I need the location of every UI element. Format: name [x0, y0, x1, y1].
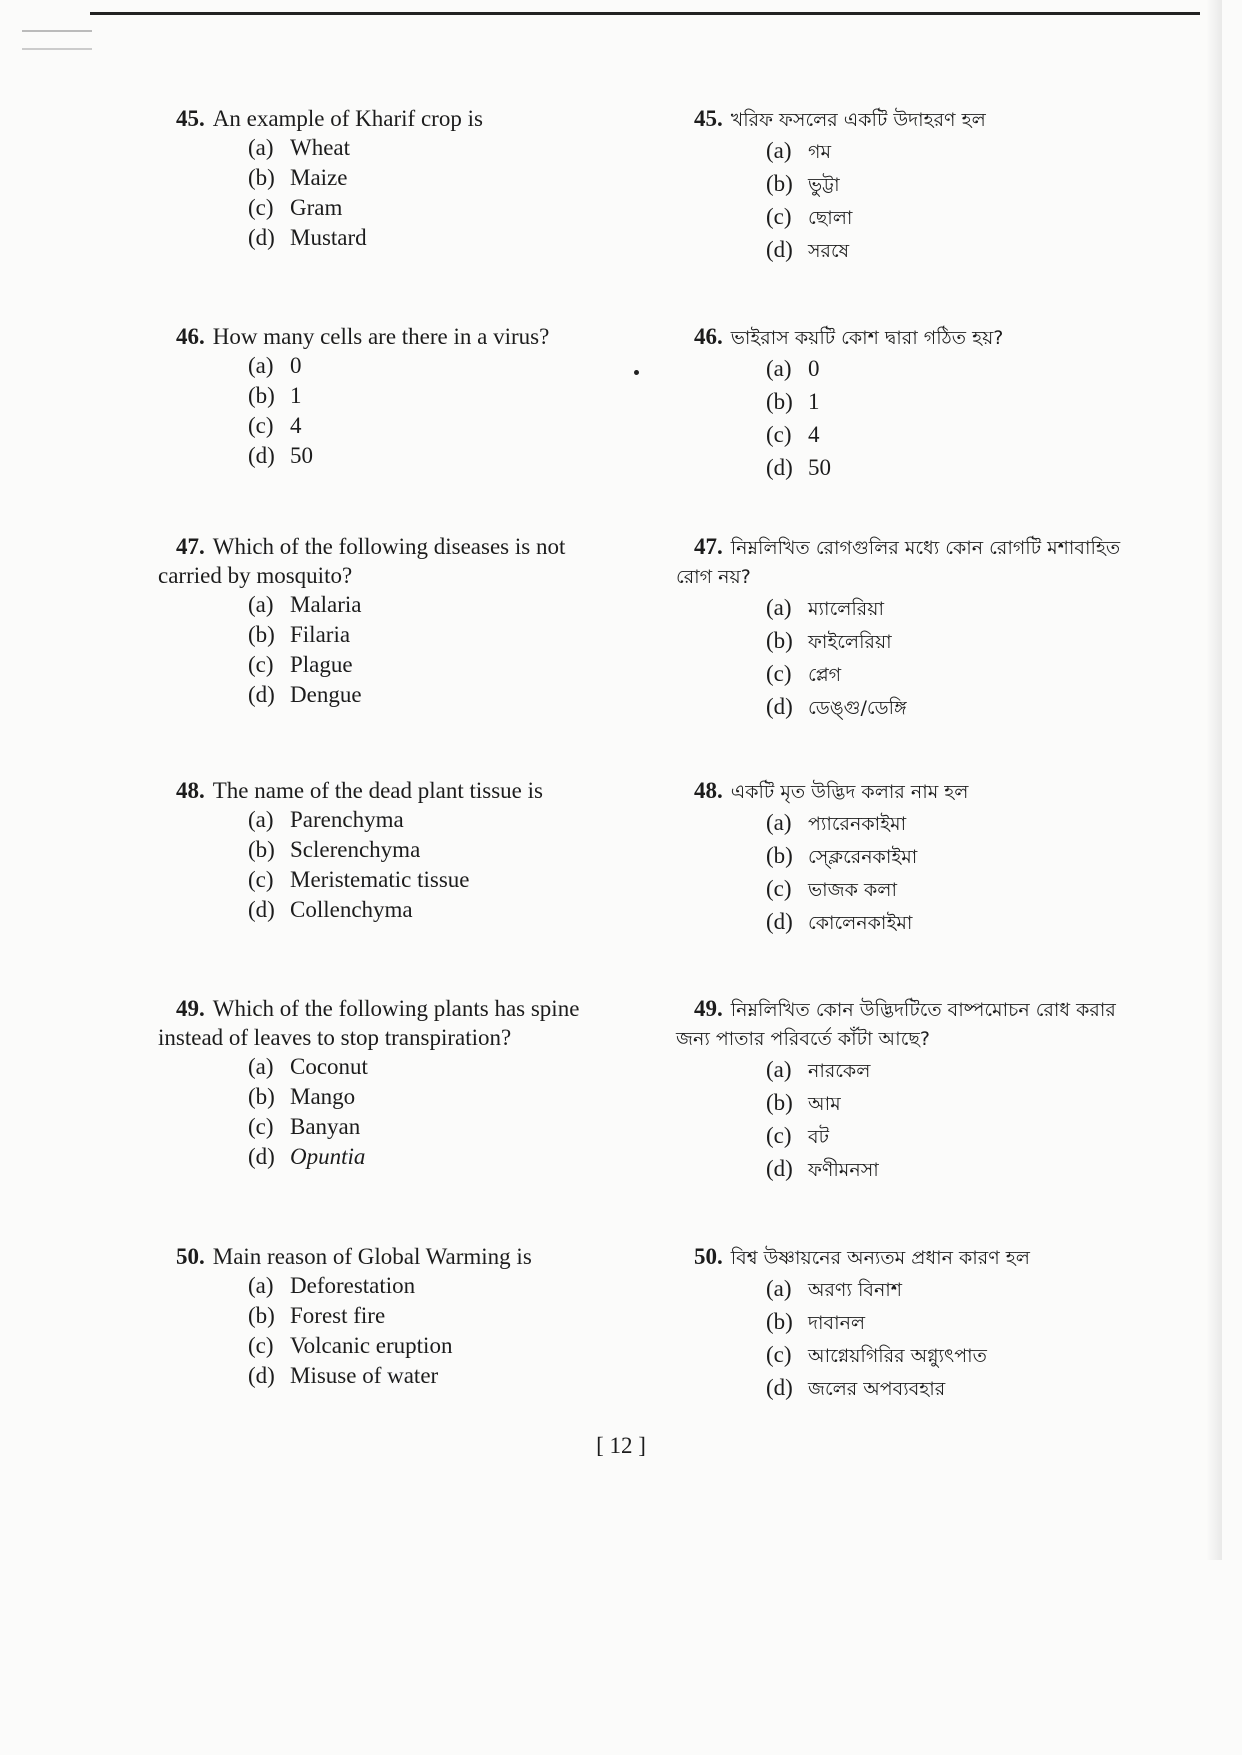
option-item	[766, 353, 1194, 386]
question-text: Which of the following plants has spine	[212, 996, 580, 1021]
option-label: (c)	[766, 1123, 792, 1148]
option-item	[248, 1361, 676, 1391]
options-list	[176, 805, 676, 925]
option-item	[766, 135, 1194, 168]
option-text: 0	[808, 356, 820, 381]
option-label: (d)	[248, 897, 275, 922]
options-list	[694, 1273, 1194, 1405]
option-label: (a)	[766, 1057, 792, 1082]
question-number: 45.	[176, 106, 205, 131]
option-label: (b)	[766, 171, 793, 196]
option-label: (a)	[766, 138, 792, 163]
question-text: নিম্নলিখিত কোন উদ্ভিদটিতে বাষ্পমোচন রোধ করার	[730, 999, 1116, 1021]
option-text: জলের অপব্যবহার	[808, 1378, 946, 1400]
option-text: বট	[808, 1126, 829, 1148]
option-item	[766, 1153, 1194, 1186]
options-list	[694, 807, 1194, 939]
option-label: (b)	[248, 1084, 275, 1109]
option-item	[248, 620, 676, 650]
option-item	[248, 1301, 676, 1331]
option-text: 1	[808, 389, 820, 414]
option-item	[248, 835, 676, 865]
option-item	[248, 1112, 676, 1142]
question-text-continued: instead of leaves to stop transpiration?	[158, 1025, 512, 1050]
option-item	[248, 1142, 676, 1172]
question-text: How many cells are there in a virus?	[212, 324, 550, 349]
option-text: প্লেগ	[808, 664, 842, 686]
question-number: 49.	[694, 996, 723, 1021]
option-label: (c)	[248, 413, 274, 438]
option-text: Mango	[290, 1084, 356, 1109]
question-45	[694, 104, 1194, 267]
question-text-continued: জন্য পাতার পরিবর্তে কাঁটা আছে?	[676, 1028, 930, 1050]
option-item	[766, 1120, 1194, 1153]
option-label: (d)	[766, 1375, 793, 1400]
option-item	[766, 906, 1194, 939]
options-list	[176, 1052, 676, 1172]
option-item	[248, 193, 676, 223]
option-text: Filaria	[290, 622, 351, 647]
option-item	[248, 163, 676, 193]
option-label: (a)	[766, 810, 792, 835]
option-item	[766, 873, 1194, 906]
question-text: ভাইরাস কয়টি কোশ দ্বারা গঠিত হয়?	[730, 327, 1004, 349]
option-text: 4	[290, 413, 302, 438]
scan-corner-mark	[22, 30, 92, 50]
options-list	[694, 135, 1194, 267]
option-item	[766, 1339, 1194, 1372]
option-text: Mustard	[290, 225, 367, 250]
option-label: (c)	[248, 652, 274, 677]
option-text: আম	[808, 1093, 841, 1115]
option-text: ডেঙ্গু/ডেঙ্গি	[808, 697, 907, 719]
option-text: অরণ্য বিনাশ	[808, 1279, 903, 1301]
question-46	[176, 322, 676, 471]
option-item	[248, 1331, 676, 1361]
question-text: নিম্নলিখিত রোগগুলির মধ্যে কোন রোগটি মশাবাহিত	[730, 537, 1121, 559]
option-label: (a)	[766, 1276, 792, 1301]
option-label: (d)	[248, 443, 275, 468]
question-text-continued: carried by mosquito?	[158, 563, 353, 588]
option-label: (a)	[248, 592, 274, 617]
options-list	[176, 590, 676, 710]
option-text: সরষে	[808, 240, 850, 262]
option-label: (c)	[248, 1333, 274, 1358]
option-label: (b)	[248, 1303, 275, 1328]
option-item	[766, 1372, 1194, 1405]
question-46	[694, 322, 1194, 485]
option-label: (c)	[248, 195, 274, 220]
option-text: 0	[290, 353, 302, 378]
option-item	[248, 805, 676, 835]
option-text: Volcanic eruption	[290, 1333, 453, 1358]
options-list	[176, 351, 676, 471]
option-label: (b)	[766, 1309, 793, 1334]
option-text: নারকেল	[808, 1060, 871, 1082]
option-label: (d)	[766, 455, 793, 480]
question-45	[176, 104, 676, 253]
option-item	[766, 168, 1194, 201]
option-item	[248, 223, 676, 253]
option-text: আগ্নেয়গিরির অগ্ন্যুৎপাত	[808, 1345, 987, 1367]
option-item	[766, 452, 1194, 485]
option-item	[766, 625, 1194, 658]
options-list	[176, 1271, 676, 1391]
option-label: (c)	[766, 204, 792, 229]
option-item	[766, 658, 1194, 691]
option-label: (a)	[248, 353, 274, 378]
option-label: (d)	[766, 237, 793, 262]
option-item	[248, 650, 676, 680]
options-list	[694, 1054, 1194, 1186]
option-label: (d)	[248, 225, 275, 250]
option-text: 50	[290, 443, 313, 468]
option-label: (a)	[766, 356, 792, 381]
option-label: (b)	[248, 165, 275, 190]
option-text: Misuse of water	[290, 1363, 439, 1388]
question-text: বিশ্ব উষ্ণায়নের অন্যতম প্রধান কারণ হল	[730, 1247, 1030, 1269]
question-48	[694, 776, 1194, 939]
option-text: কোলেনকাইমা	[808, 912, 913, 934]
question-48	[176, 776, 676, 925]
option-item	[766, 201, 1194, 234]
option-label: (c)	[766, 876, 792, 901]
option-item	[766, 1087, 1194, 1120]
option-text: Dengue	[290, 682, 362, 707]
option-item	[248, 895, 676, 925]
question-text: An example of Kharif crop is	[212, 106, 483, 131]
option-label: (b)	[248, 837, 275, 862]
option-label: (b)	[766, 1090, 793, 1115]
option-label: (a)	[248, 807, 274, 832]
option-item	[766, 386, 1194, 419]
option-text: Collenchyma	[290, 897, 413, 922]
option-text: Plague	[290, 652, 353, 677]
option-label: (c)	[766, 422, 792, 447]
question-text: খরিফ ফসলের একটি উদাহরণ হল	[730, 109, 986, 131]
option-item	[248, 133, 676, 163]
question-number: 48.	[694, 778, 723, 803]
option-label: (b)	[248, 383, 275, 408]
option-text: Meristematic tissue	[290, 867, 470, 892]
option-text: Coconut	[290, 1054, 368, 1079]
question-number: 48.	[176, 778, 205, 803]
option-item	[766, 807, 1194, 840]
question-49	[676, 994, 1194, 1186]
option-text: দাবানল	[808, 1312, 866, 1334]
option-label: (b)	[766, 389, 793, 414]
option-label: (b)	[248, 622, 275, 647]
option-label: (b)	[766, 628, 793, 653]
option-text: প্যারেনকাইমা	[808, 813, 907, 835]
option-label: (c)	[766, 661, 792, 686]
option-item	[766, 1273, 1194, 1306]
question-49	[158, 994, 676, 1172]
option-item	[766, 840, 1194, 873]
option-text: 1	[290, 383, 302, 408]
option-label: (a)	[766, 595, 792, 620]
question-text: Which of the following diseases is not	[212, 534, 566, 559]
option-text: স্ক্লেরেনকাইমা	[808, 846, 918, 868]
option-text: Maize	[290, 165, 348, 190]
option-item	[248, 381, 676, 411]
option-item	[248, 441, 676, 471]
question-47	[158, 532, 676, 710]
question-text: একটি মৃত উদ্ভিদ কলার নাম হল	[730, 781, 969, 803]
option-text: Deforestation	[290, 1273, 416, 1298]
option-item	[766, 234, 1194, 267]
option-item	[248, 680, 676, 710]
option-label: (c)	[248, 867, 274, 892]
option-label: (a)	[248, 1054, 274, 1079]
page-number: [ 12 ]	[596, 1433, 646, 1458]
option-item	[766, 1306, 1194, 1339]
question-number: 47.	[694, 534, 723, 559]
option-label: (d)	[766, 694, 793, 719]
option-item	[248, 1052, 676, 1082]
option-text: গম	[808, 141, 832, 163]
option-text: ফাইলেরিয়া	[808, 631, 892, 653]
question-text: Main reason of Global Warming is	[212, 1244, 532, 1269]
option-label: (b)	[766, 843, 793, 868]
question-text: The name of the dead plant tissue is	[212, 778, 543, 803]
question-number: 46.	[176, 324, 205, 349]
options-list	[176, 133, 676, 253]
top-rule	[90, 12, 1200, 15]
option-text: ভাজক কলা	[808, 879, 897, 901]
option-text: Forest fire	[290, 1303, 386, 1328]
option-label: (d)	[766, 1156, 793, 1181]
option-item	[248, 1082, 676, 1112]
option-item	[248, 1271, 676, 1301]
question-number: 47.	[176, 534, 205, 559]
option-text: ছোলা	[808, 207, 853, 229]
question-number: 50.	[694, 1244, 723, 1269]
option-item	[766, 1054, 1194, 1087]
option-text: ভুট্টা	[808, 174, 840, 196]
option-item	[766, 419, 1194, 452]
option-item	[248, 590, 676, 620]
question-47	[676, 532, 1194, 724]
option-label: (d)	[248, 682, 275, 707]
option-label: (d)	[248, 1144, 275, 1169]
option-label: (d)	[248, 1363, 275, 1388]
option-text: Malaria	[290, 592, 362, 617]
option-label: (c)	[248, 1114, 274, 1139]
option-text: Parenchyma	[290, 807, 404, 832]
option-text: Wheat	[290, 135, 351, 160]
option-item	[248, 411, 676, 441]
option-text: ফণীমনসা	[808, 1159, 879, 1181]
option-text: Gram	[290, 195, 343, 220]
option-text: ম্যালেরিয়া	[808, 598, 884, 620]
question-number: 49.	[176, 996, 205, 1021]
option-text: 50	[808, 455, 831, 480]
question-number: 45.	[694, 106, 723, 131]
question-number: 46.	[694, 324, 723, 349]
question-text-continued: রোগ নয়?	[676, 566, 751, 588]
scan-edge-shadow	[1206, 0, 1222, 1560]
option-text: Sclerenchyma	[290, 837, 421, 862]
options-list	[694, 353, 1194, 485]
option-label: (d)	[766, 909, 793, 934]
option-label: (c)	[766, 1342, 792, 1367]
question-number: 50.	[176, 1244, 205, 1269]
options-list	[694, 592, 1194, 724]
option-item	[248, 865, 676, 895]
option-item	[248, 351, 676, 381]
option-item	[766, 691, 1194, 724]
option-label: (a)	[248, 1273, 274, 1298]
question-50	[176, 1242, 676, 1391]
question-50	[694, 1242, 1194, 1405]
option-text: 4	[808, 422, 820, 447]
option-label: (a)	[248, 135, 274, 160]
option-text: Banyan	[290, 1114, 361, 1139]
option-text: Opuntia	[290, 1144, 366, 1169]
option-item	[766, 592, 1194, 625]
